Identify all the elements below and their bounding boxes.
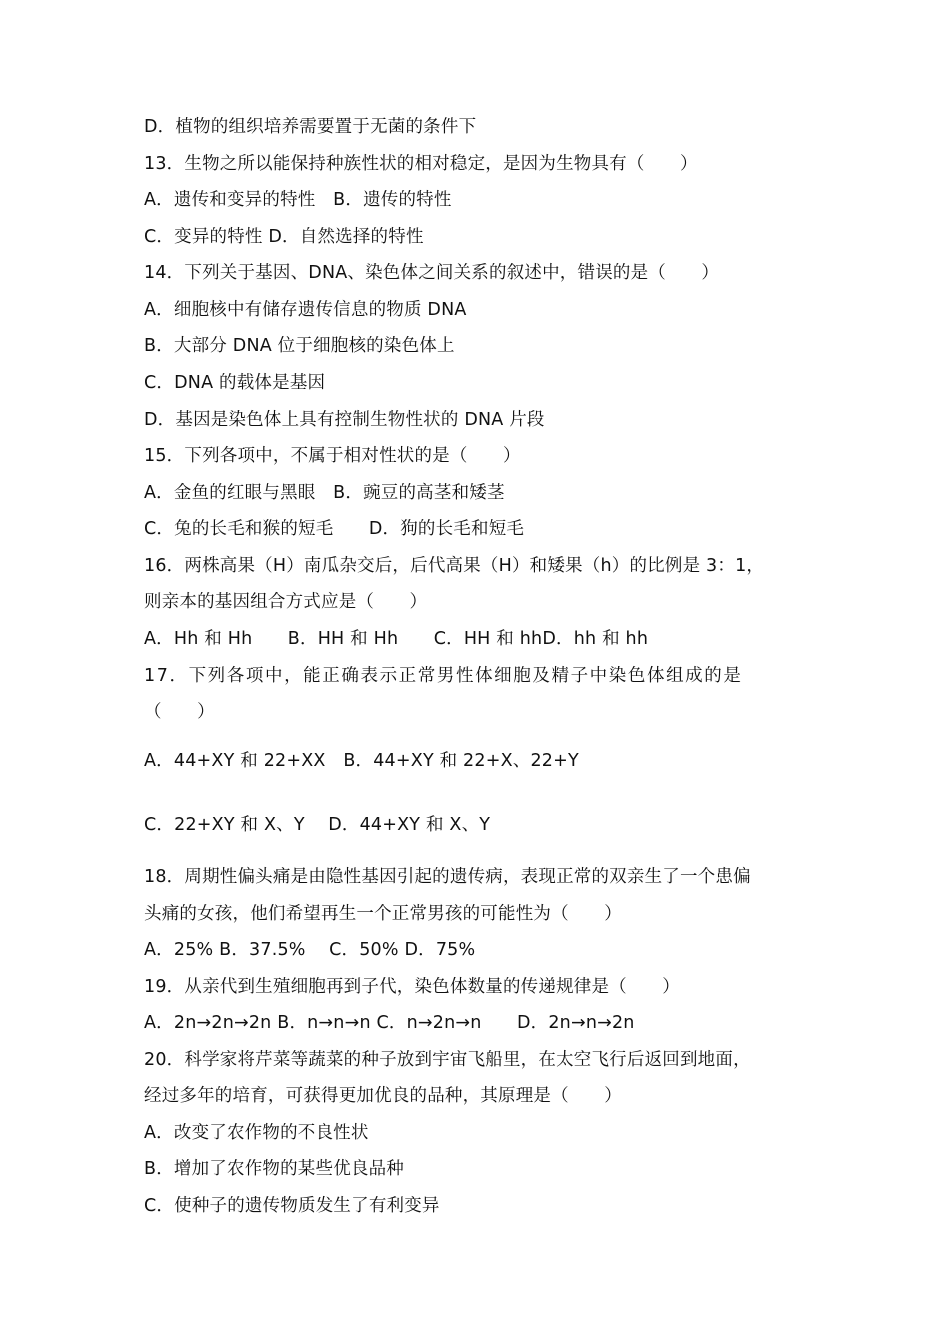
options-15-ab: A．金鱼的红眼与黑眼 B．豌豆的高茎和矮茎 <box>144 483 505 503</box>
options-13-ab: A．遗传和变异的特性 B．遗传的特性 <box>144 190 452 210</box>
option-14a: A．细胞核中有储存遗传信息的物质 DNA <box>144 300 467 320</box>
options-19: A．2n→2n→2n B．n→n→n C．n→2n→n D．2n→n→2n <box>144 1013 635 1033</box>
question-15: 15．下列各项中，不属于相对性状的是（ ） <box>144 446 521 466</box>
options-15-cd: C．兔的长毛和猴的短毛 D．狗的长毛和短毛 <box>144 519 525 539</box>
question-19: 19．从亲代到生殖细胞再到子代，染色体数量的传递规律是（ ） <box>144 977 680 997</box>
option-12d: D．植物的组织培养需要置于无菌的条件下 <box>144 117 477 137</box>
option-14b: B．大部分 DNA 位于细胞核的染色体上 <box>144 336 455 356</box>
question-17-line2: （ ） <box>144 702 215 722</box>
options-18: A．25% B．37.5% C．50% D．75% <box>144 940 476 960</box>
option-20a: A．改变了农作物的不良性状 <box>144 1123 369 1143</box>
options-17-cd: C．22+XY 和 X、Y D．44+XY 和 X、Y <box>144 815 491 835</box>
question-20-line1: 20．科学家将芹菜等蔬菜的种子放到宇宙飞船里，在太空飞行后返回到地面， <box>144 1050 751 1070</box>
option-14c: C．DNA 的载体是基因 <box>144 373 326 393</box>
options-13-cd: C．变异的特性 D．自然选择的特性 <box>144 227 424 247</box>
question-14: 14．下列关于基因、DNA、染色体之间关系的叙述中，错误的是（ ） <box>144 263 720 283</box>
question-16-line2: 则亲本的基因组合方式应是（ ） <box>144 592 428 612</box>
option-20c: C．使种子的遗传物质发生了有利变异 <box>144 1196 440 1216</box>
options-17-ab: A．44+XY 和 22+XX B．44+XY 和 22+X、22+Y <box>144 751 579 771</box>
question-20-line2: 经过多年的培育，可获得更加优良的品种，其原理是（ ） <box>144 1086 622 1106</box>
question-18-line1: 18．周期性偏头痛是由隐性基因引起的遗传病，表现正常的双亲生了一个患偏 <box>144 867 751 887</box>
option-20b: B．增加了农作物的某些优良品种 <box>144 1159 405 1179</box>
question-17-line1: 17．下列各项中，能正确表示正常男性体细胞及精子中染色体组成的是 <box>144 666 743 686</box>
question-16-line1: 16．两株高果（H）南瓜杂交后，后代高果（H）和矮果（h）的比例是 3：1， <box>144 556 765 576</box>
question-13: 13．生物之所以能保持种族性状的相对稳定，是因为生物具有（ ） <box>144 154 698 174</box>
question-18-line2: 头痛的女孩，他们希望再生一个正常男孩的可能性为（ ） <box>144 904 622 924</box>
options-16: A．Hh 和 Hh B．HH 和 Hh C．HH 和 hhD．hh 和 hh <box>144 629 649 649</box>
option-14d: D．基因是染色体上具有控制生物性状的 DNA 片段 <box>144 410 545 430</box>
